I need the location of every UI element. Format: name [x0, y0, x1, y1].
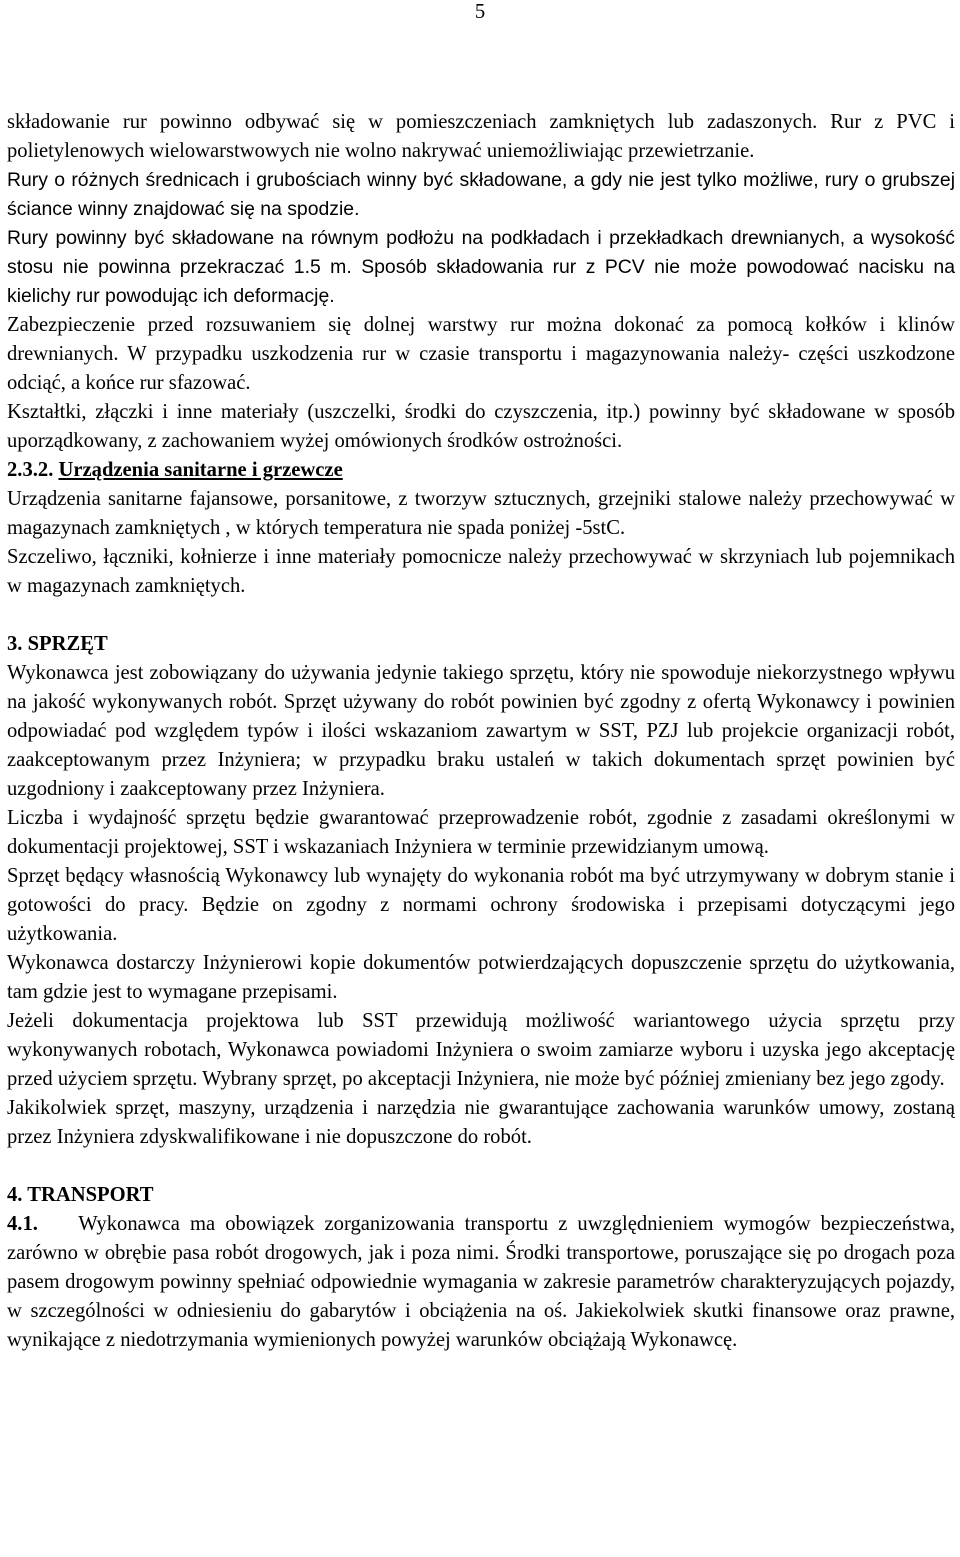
- section-heading-equipment: 3. SPRZĘT: [7, 633, 108, 655]
- equipment-paragraph-4: Wykonawca dostarczy Inżynierowi kopie dokumentów potwierdzających dopuszczenie sprzętu do użytkowania, tam gdzie jest to wymagane przepisami.: [7, 952, 955, 1003]
- page-number: 5: [474, 1, 486, 23]
- equipment-paragraph-1: Wykonawca jest zobowiązany do używania jedynie takiego sprzętu, który nie spowoduje niekorzystnego wpływu na jakość wykonywanych robót. Sprzęt używany do robót powinien być zgodny z ofertą Wykonawcy i powinien odpowiadać pod względem typów i ilości wskazaniom zawartym w SST, PZJ lub projekcie organizacji robót, zaakceptowanym przez Inżyniera; w przypadku braku ustaleń w takich dokumentach sprzęt powinien być uzgodniony i zaakceptowany przez Inżyniera.: [7, 662, 955, 800]
- storage-paragraph-3: [7, 224, 955, 311]
- section-title: Urządzenia sanitarne i grzewcze: [58, 459, 343, 481]
- storage-paragraph-4: Zabezpieczenie przed rozsuwaniem się dolnej warstwy rur można dokonać za pomocą kołków i klinów drewnianych. W przypadku uszkodzenia rur w czasie transportu i magazynowania należy- części uszkodzone odciąć, a końce rur sfazować.: [7, 314, 955, 394]
- transport-item: [7, 1210, 955, 1355]
- storage-paragraph-3a: Rury powinny być składowane na równym podłożu na podkładach i przekładkach drewnianych, a wysokość stosu nie powinna przekraczać 1.5 m.: [7, 227, 955, 278]
- equipment-paragraph-3: Sprzęt będący własnością Wykonawcy lub wynajęty do wykonania robót ma być utrzymywany w dobrym stanie i gotowości do pracy. Będzie on zgodny z normami ochrony środowiska i przepisami dotyczącymi jego użytkowania.: [7, 865, 955, 945]
- section-heading-transport: 4. TRANSPORT: [7, 1184, 154, 1206]
- equipment-paragraph-2: Liczba i wydajność sprzętu będzie gwarantować przeprowadzenie robót, zgodnie z zasadami określonymi w dokumentacji projektowej, SST i wskazaniach Inżyniera w terminie przewidzianym umową.: [7, 807, 955, 858]
- spacer: [7, 1152, 955, 1181]
- storage-paragraph-5: Kształtki, złączki i inne materiały (uszczelki, środki do czyszczenia, itp.) powinny być składowane w sposób uporządkowany, z zachowaniem wyżej omówionych środków ostrożności.: [7, 401, 955, 452]
- sanitary-paragraph-2: Szczeliwo, łączniki, kołnierze i inne materiały pomocnicze należy przechowywać w skrzyniach lub pojemnikach w magazynach zamkniętych.: [7, 546, 955, 597]
- section-heading-sanitary: [7, 456, 955, 485]
- equipment-paragraph-6: Jakikolwiek sprzęt, maszyny, urządzenia i narzędzia nie gwarantujące zachowania warunków umowy, zostaną przez Inżyniera zdyskwalifikowane i nie dopuszczone do robót.: [7, 1097, 955, 1148]
- equipment-paragraph-5: Jeżeli dokumentacja projektowa lub SST przewidują możliwość wariantowego użycia sprzętu przy wykonywanych robotach, Wykonawca powiadomi Inżyniera o swoim zamiarze wyboru i uzyska jego akceptację przed użyciem sprzętu. Wybrany sprzęt, po akceptacji Inżyniera, nie może być później zmieniany bez jego zgody.: [7, 1010, 955, 1090]
- document-body: [7, 108, 955, 1355]
- section-number: 2.3.2.: [7, 459, 54, 481]
- transport-paragraph: Wykonawca ma obowiązek zorganizowania transportu z uwzględnieniem wymogów bezpieczeństwa, zarówno w obrębie pasa robót drogowych, jak i poza nimi. Środki transportowe, poruszające się po drogach poza pasem drogowym powinny spełniać odpowiednie wymagania w zakresie parametrów charakteryzujących pojazdy, w szczególności w odniesieniu do gabarytów i obciążenia na oś. Jakiekolwiek skutki finansowe oraz prawne, wynikające z niedotrzymania wymienionych powyżej warunków obciążają Wykonawcę.: [7, 1213, 955, 1351]
- sanitary-paragraph-1: Urządzenia sanitarne fajansowe, porsanitowe, z tworzyw sztucznych, grzejniki stalowe należy przechowywać w magazynach zamkniętych , w których temperatura nie spada poniżej -5stC.: [7, 488, 955, 539]
- storage-paragraph-2: Rury o różnych średnicach i grubościach winny być składowane, a gdy nie jest tylko możliwe, rury o grubszej ściance winny znajdować się na spodzie.: [7, 169, 955, 220]
- item-number: 4.1.: [7, 1213, 38, 1235]
- storage-paragraph-3b: Sposób składowania rur z PCV nie może powodować nacisku na kielichy rur powodując ich deformację.: [7, 256, 955, 307]
- spacer: [7, 601, 955, 630]
- storage-paragraph-1: składowanie rur powinno odbywać się w pomieszczeniach zamkniętych lub zadaszonych. Rur z PVC i polietylenowych wielowarstwowych nie wolno nakrywać uniemożliwiając przewietrzanie.: [7, 111, 955, 162]
